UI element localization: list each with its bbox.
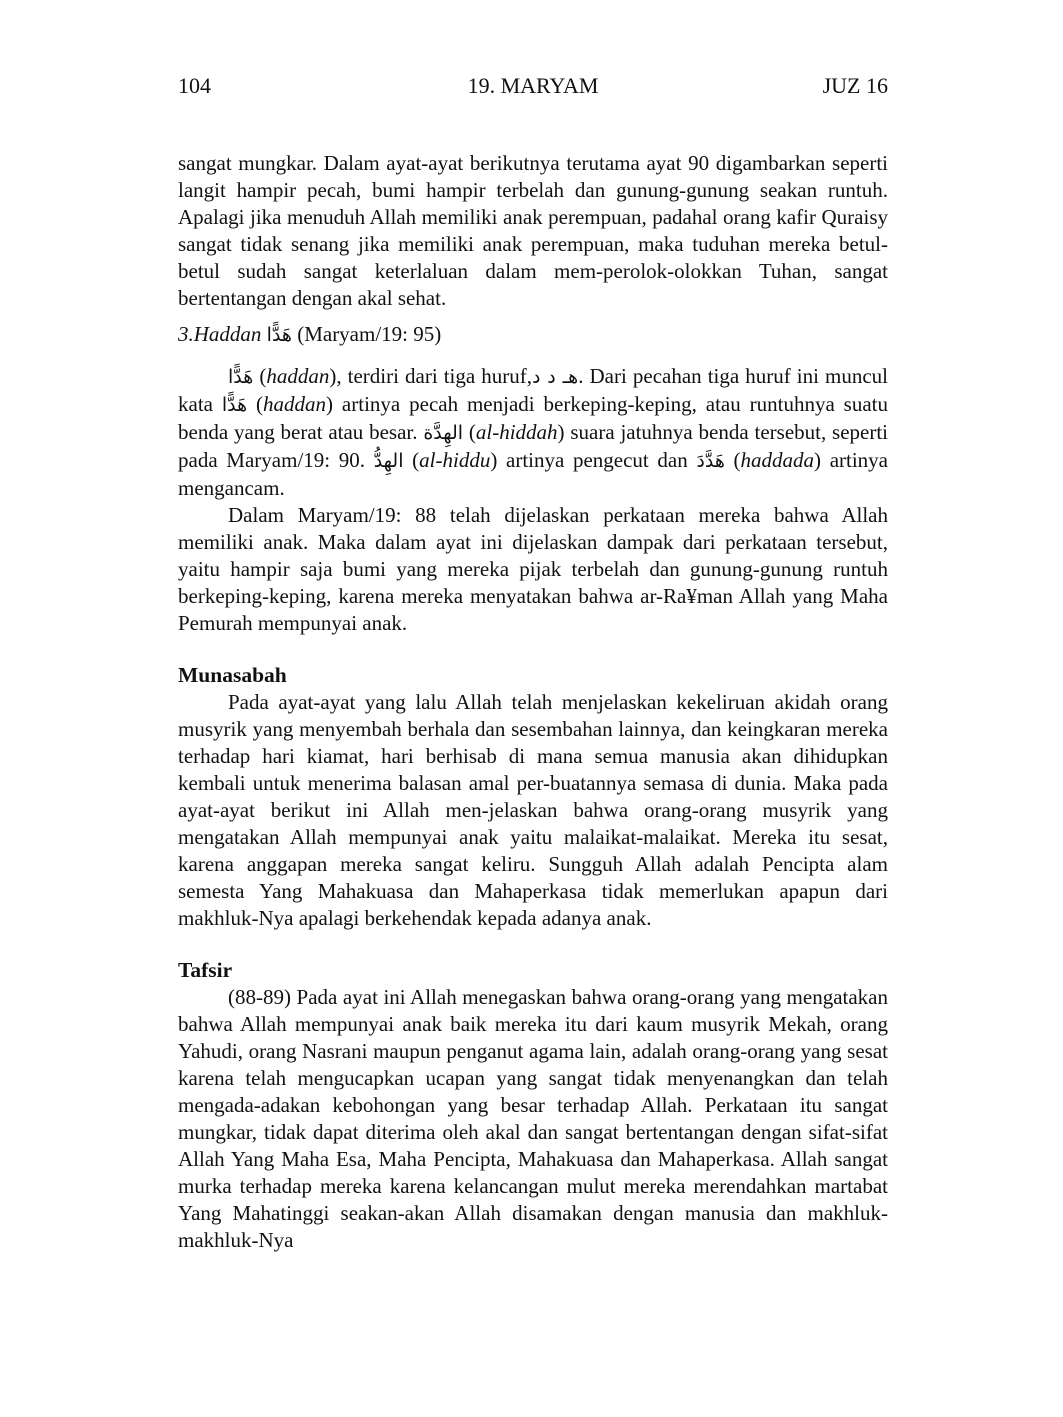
text-run: Dalam Maryam/19: 88 telah dijelaskan perkataan mereka bahwa Allah memiliki anak. Maka dalam ayat ini dijelaskan dampak dari perkataan tersebut, yaitu hampir saja bumi yang mereka pijak terbelah dan gunung-gunung runtuh berkeping-keping, karena mereka menyatakan bahwa ar-Ra¥man Allah yang Maha Pemurah mempunyai anak. — [178, 503, 888, 635]
juz-label: JUZ 16 — [822, 73, 888, 98]
text-run: ) suara jatuhnya benda tersebut, seperti pada Maryam/19: 90. — [178, 420, 888, 472]
arabic-text: هَدَّدَ — [696, 450, 725, 472]
text-run: Pada ayat-ayat yang lalu Allah telah menjelaskan kekeliruan akidah orang musyrik yang menyembah berhala dan sesembahan lainnya, dan keingkaran mereka terhadap hari kiamat, hari berhisab di mana semua manusia akan dihidupkan kembali untuk menerima balasan amal per-buatannya semasa di dunia. Maka pada ayat-ayat berikut ini Allah men-jelaskan bahwa orang-orang musyrik yang mengatakan Allah mempunyai anak yaitu malaikat-malaikat. Mereka itu sesat, karena anggapan mereka sangat keliru. Sungguh Allah adalah Pencipta alam semesta Yang Mahakuasa dan Mahaperkasa tidak memerlukan apapun dari makhluk-Nya apalagi berkehendak kepada adanya anak. — [178, 690, 888, 930]
text-run: 3.Haddan — [178, 322, 267, 346]
arabic-text: الهِدُّ — [373, 450, 404, 472]
arabic-text: هـ د د — [532, 366, 579, 388]
chapter-title: 19. MARYAM — [467, 73, 599, 98]
text-run: ( — [247, 392, 264, 416]
text-run: . Dari pecahan tiga huruf ini muncul kata — [178, 364, 889, 416]
text-run: haddan — [263, 392, 327, 416]
text-run: sangat mungkar. Dalam ayat-ayat berikutnya terutama ayat 90 digambarkan seperti langit hampir pecah, bumi hampir terbelah dan gunung-gunung seakan runtuh. Apalagi jika menuduh Allah memiliki anak perempuan, padahal orang kafir Quraisy sangat tidak senang jika memiliki anak perempuan, maka tuduhan mereka betul-betul sudah sangat keterlaluan dalam mem-perolok-olokkan Tuhan, sangat bertentangan dengan akal sehat. — [178, 151, 888, 310]
paragraph-tafsir — [178, 984, 888, 1254]
text-run: ( — [403, 448, 420, 472]
text-run: ), terdiri dari tiga huruf, — [329, 364, 532, 388]
text-run: (88-89) Pada ayat ini Allah menegaskan bahwa orang-orang yang mengatakan bahwa Allah mempunyai anak baik mereka itu dari kaum musyrik Mekah, orang Yahudi, orang Nasrani maupun penganut agama lain, adalah orang-orang yang sesat karena telah mengucapkan ucapan yang sangat tidak menyenangkan dan telah mengada-adakan kebohongan yang besar terhadap Allah. Perkataan itu sangat mungkar, tidak dapat diterima oleh akal dan sangat bertentangan dengan sifat-sifat Allah Yang Maha Esa, Maha Pencipta, Mahakuasa dan Mahaperkasa. Allah sangat murka terhadap mereka karena kelancangan mulut mereka merendahkan martabat Yang Mahatinggi seakan-akan Allah disamakan dengan manusia dan makhluk-makhluk-Nya — [178, 985, 888, 1252]
text-run: ) artinya pecah menjadi berkeping-keping, atau runtuhnya suatu benda yang berat atau besar. — [178, 392, 888, 444]
text-run: ) artinya pengecut dan — [490, 448, 697, 472]
page-header — [178, 72, 888, 100]
arabic-text: هَدًّا — [221, 394, 248, 416]
page-number: 104 — [178, 73, 211, 98]
paragraph-intro — [178, 150, 888, 312]
haddan-heading — [178, 321, 888, 349]
text-run: ) artinya mengancam. — [178, 448, 889, 500]
text-run: haddada — [740, 448, 815, 472]
munasabah-heading: Munasabah — [178, 663, 287, 687]
text-run: al-hiddah — [475, 420, 558, 444]
arabic-text: هَدًّا — [266, 324, 292, 346]
arabic-text: هَدًّا — [228, 366, 254, 388]
arabic-text: الهِدَّة — [423, 422, 464, 444]
text-run: al-hiddu — [419, 448, 491, 472]
paragraph-maryam-88 — [178, 502, 888, 637]
text-run: ( — [724, 448, 741, 472]
text-run: ( — [253, 364, 267, 388]
page-body — [178, 150, 888, 1254]
text-run: (Maryam/19: 95) — [291, 322, 442, 346]
paragraph-haddan — [178, 363, 888, 502]
tafsir-heading: Tafsir — [178, 958, 233, 982]
text-run: haddan — [266, 364, 330, 388]
paragraph-munasabah — [178, 689, 888, 932]
text-run: ( — [463, 420, 476, 444]
